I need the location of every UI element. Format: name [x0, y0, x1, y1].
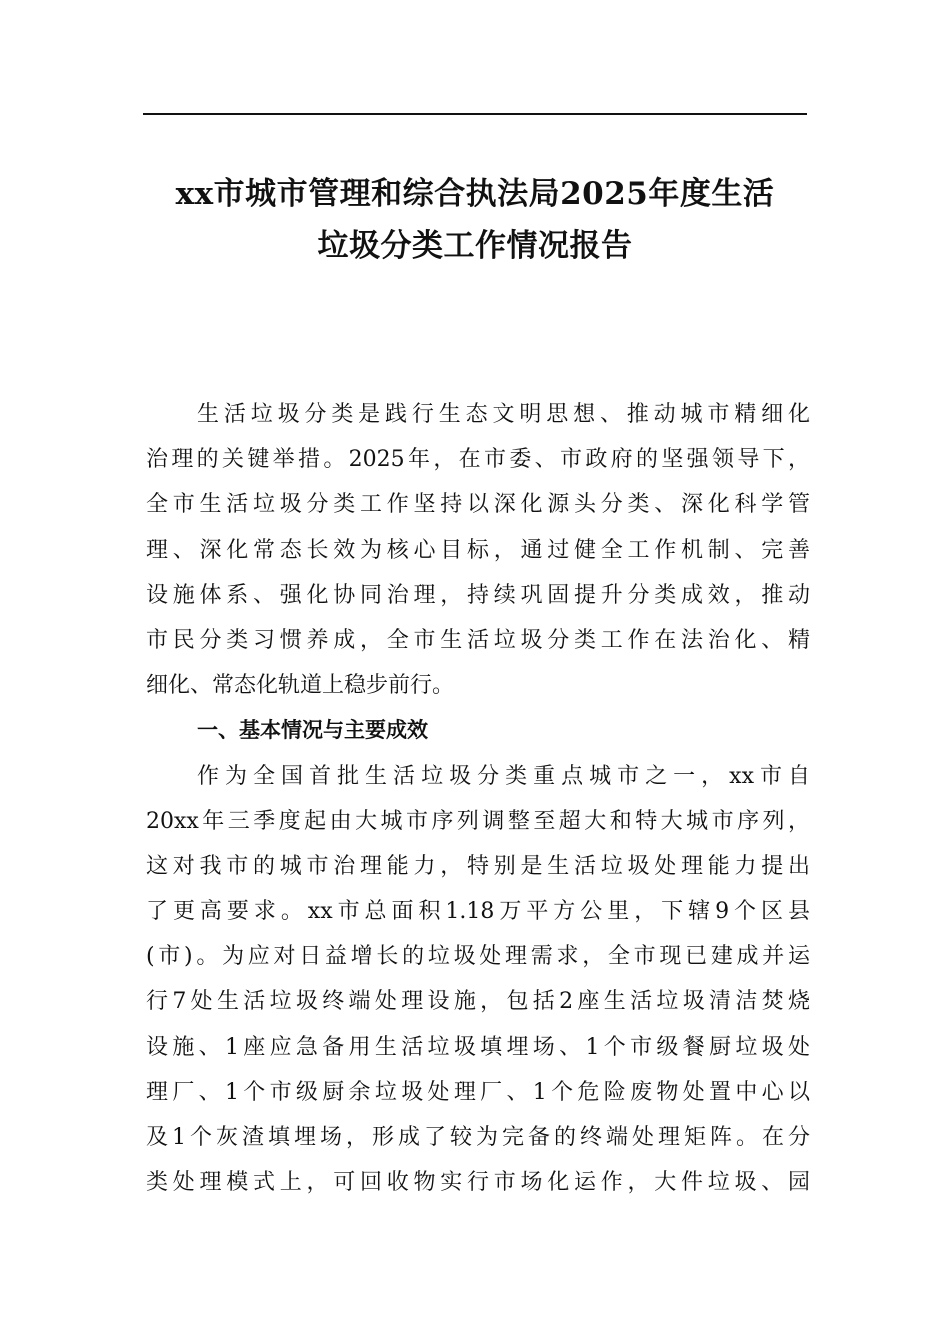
section-paragraph-line: 作为全国首批生活垃圾分类重点城市之一，xx市自 — [197, 763, 810, 789]
section-paragraph-line: 理厂、1个市级厨余垃圾处理厂、1个危险废物处置中心以 — [146, 1079, 810, 1105]
section-paragraph-line: 行7处生活垃圾终端处理设施，包括2座生活垃圾清洁焚烧 — [146, 989, 810, 1015]
header-rule — [143, 113, 807, 115]
section-paragraph-line: 及1个灰渣填埋场，形成了较为完备的终端处理矩阵。在分 — [146, 1125, 810, 1150]
section-paragraph-line: 这对我市的城市治理能力，特别是生活垃圾处理能力提出 — [146, 853, 810, 879]
section-heading: 一、基本情况与主要成效 — [197, 718, 428, 743]
intro-paragraph-line: 生活垃圾分类是践行生态文明思想、推动城市精细化 — [197, 402, 810, 427]
intro-paragraph-line: 全市生活垃圾分类工作坚持以深化源头分类、深化科学管 — [146, 492, 810, 518]
title-line-1: xx市城市管理和综合执法局2025年度生活 — [175, 176, 775, 212]
document-body — [146, 392, 810, 1205]
section-paragraph-line: 了更高要求。xx市总面积1.18万平方公里，下辖9个区县 — [146, 899, 810, 925]
title-line-2: 垃圾分类工作情况报告 — [317, 228, 633, 264]
intro-paragraph-line: 治理的关键举措。2025年，在市委、市政府的坚强领导下， — [146, 447, 810, 473]
intro-paragraph-line: 理、深化常态长效为核心目标，通过健全工作机制、完善 — [146, 537, 810, 563]
intro-paragraph-line: 设施体系、强化协同治理，持续巩固提升分类成效，推动 — [146, 582, 810, 608]
section-paragraph-line: (市)。为应对日益增长的垃圾处理需求，全市现已建成并运 — [146, 944, 810, 970]
section-paragraph-line: 类处理模式上，可回收物实行市场化运作，大件垃圾、园 — [146, 1170, 810, 1196]
intro-paragraph-line: 市民分类习惯养成，全市生活垃圾分类工作在法治化、精 — [146, 627, 810, 653]
section-paragraph-line: 设施、1座应急备用生活垃圾填埋场、1个市级餐厨垃圾处 — [146, 1034, 810, 1060]
document-title — [143, 168, 807, 272]
section-paragraph-line: 20xx年三季度起由大城市序列调整至超大和特大城市序列， — [146, 808, 810, 834]
intro-paragraph-line: 细化、常态化轨道上稳步前行。 — [146, 673, 455, 699]
